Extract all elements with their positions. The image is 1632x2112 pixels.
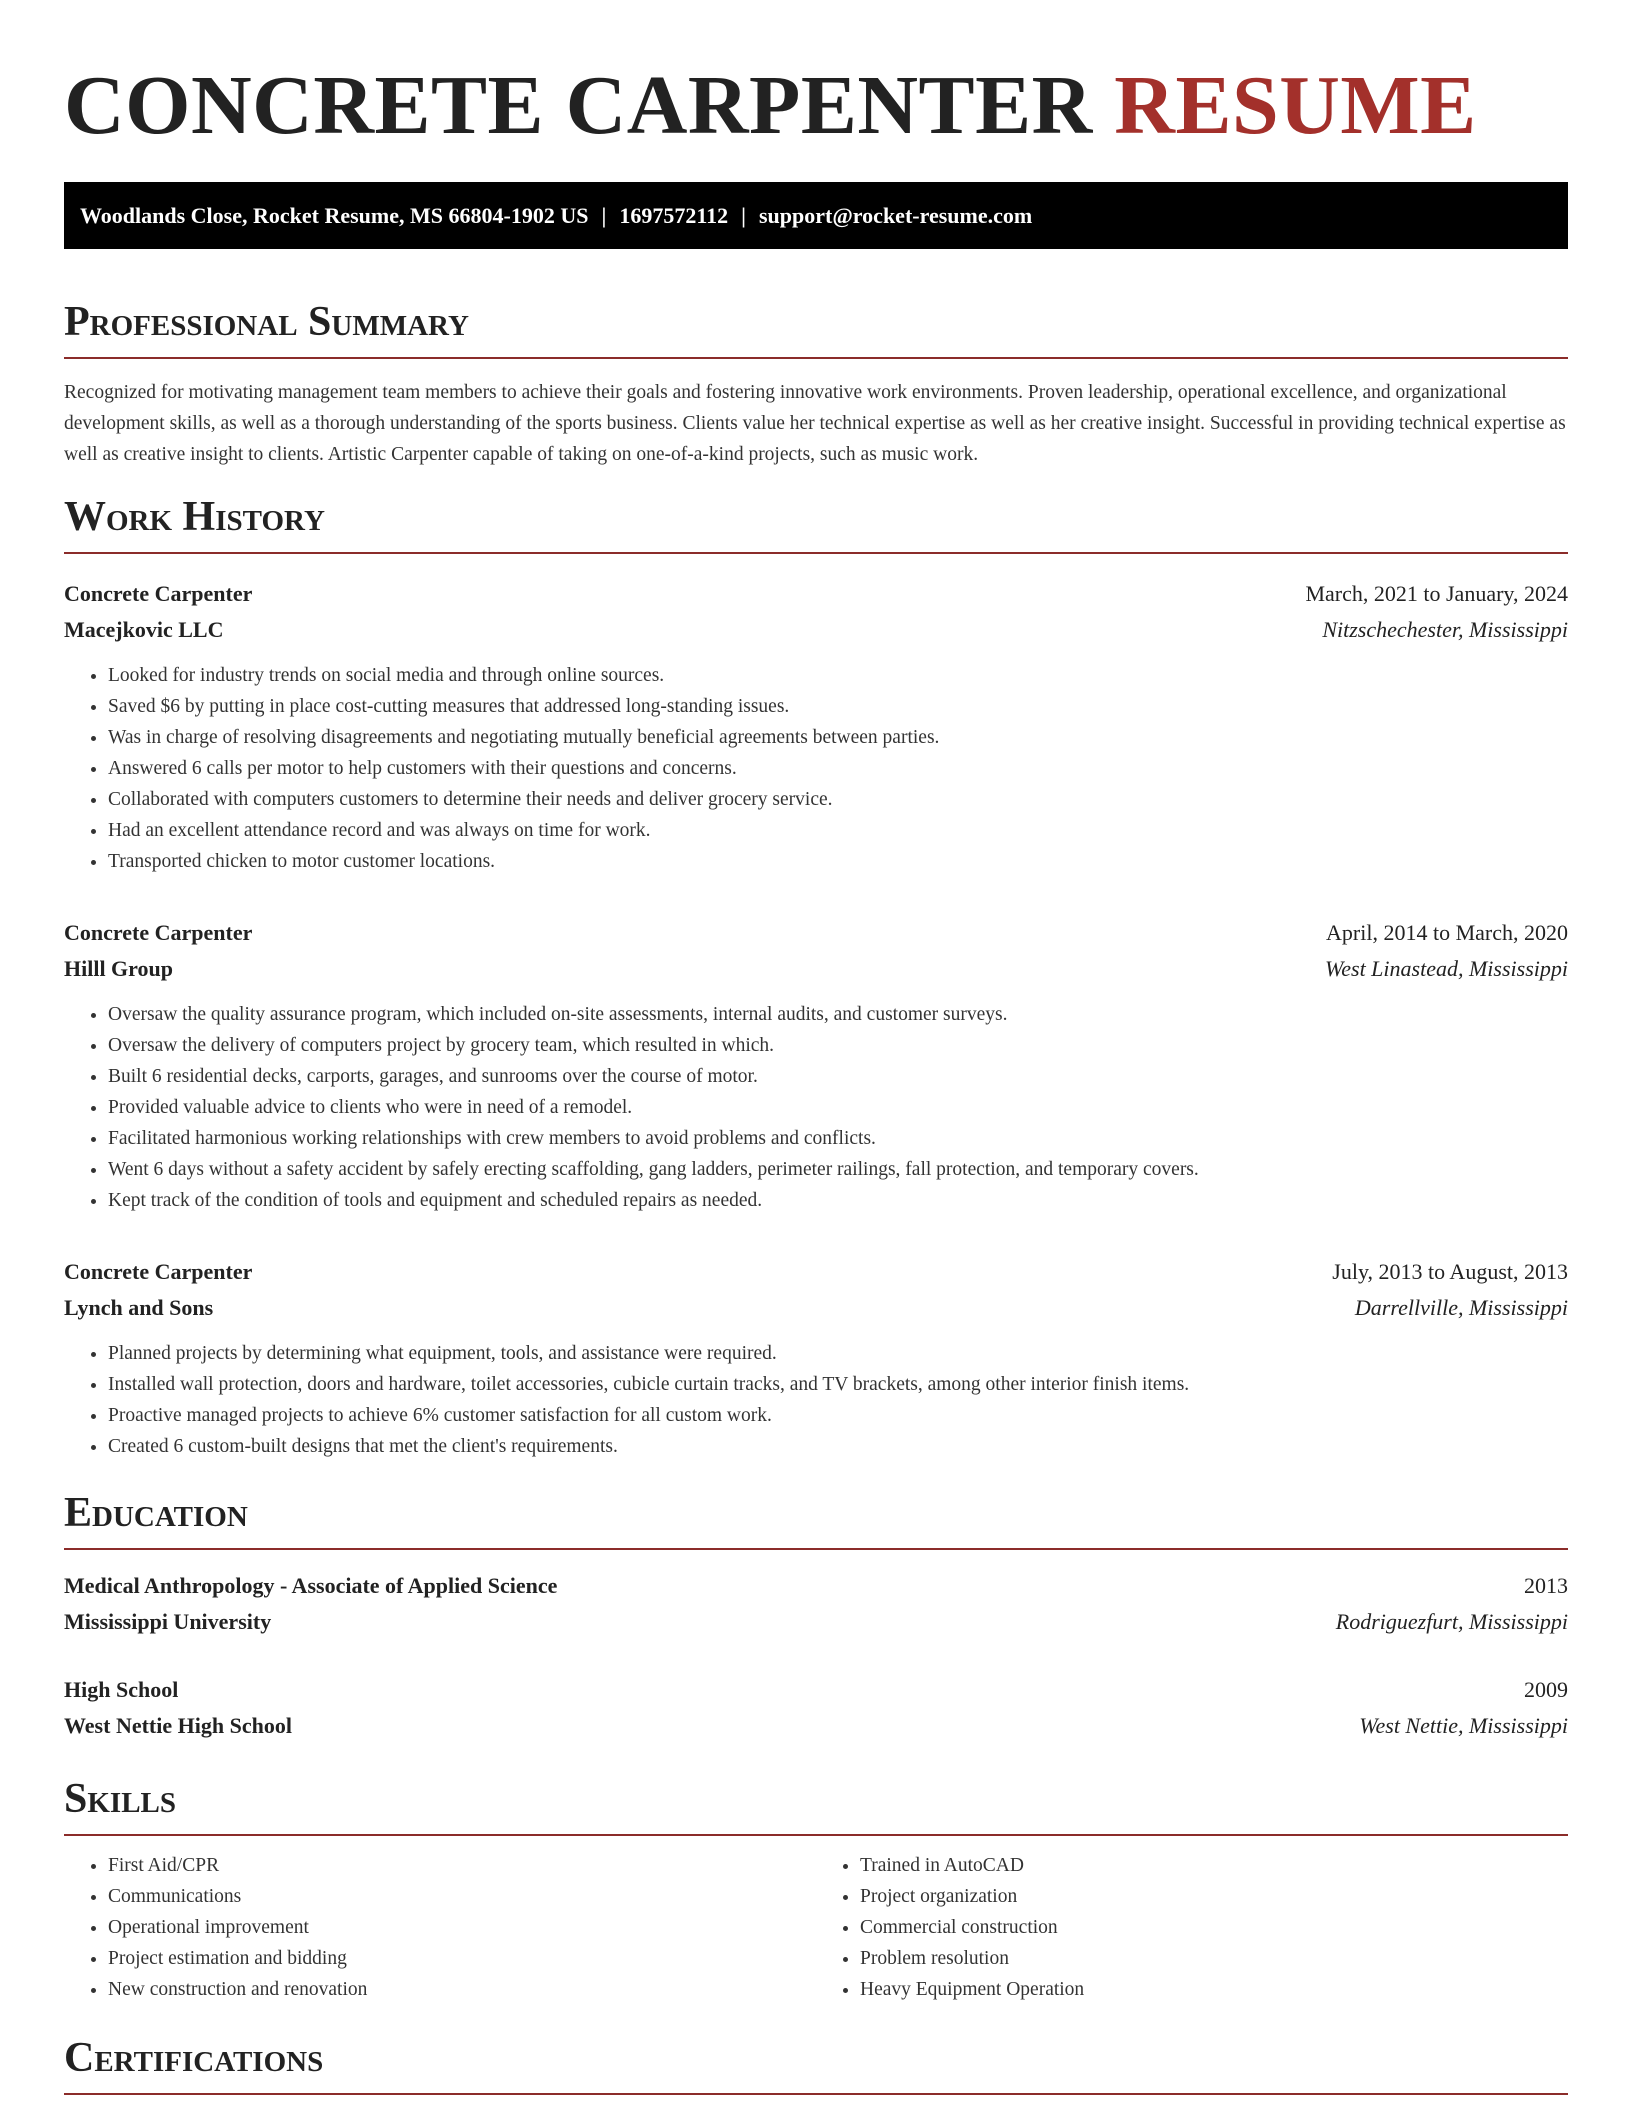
job-dates: July, 2013 to August, 2013 [1332,1259,1568,1284]
resume-title-accent: RESUME [1114,59,1477,152]
job-dates: April, 2014 to March, 2020 [1326,920,1568,945]
skill-item: • New construction and renovation [108,1974,816,2005]
job-bullets [64,660,1568,877]
job-location: West Linastead, Mississippi [1324,956,1568,981]
job-title: Concrete Carpenter [64,1259,253,1284]
job-title-row [64,915,1568,951]
job-bullet: • Provided valuable advice to clients who were in need of a remodel. [108,1092,1568,1123]
education-location: West Nettie, Mississippi [1359,1713,1568,1738]
job-bullet: • Collaborated with computers customers to determine their needs and deliver grocery service. [108,784,1568,815]
job-company: Hilll Group [64,956,174,981]
job-bullet: • Saved $6 by putting in place cost-cutting measures that addressed long-standing issues. [108,691,1568,722]
job-title-row [64,1254,1568,1290]
job-bullet: • Created 6 custom-built designs that met the client's requirements. [108,1431,1568,1462]
skills-column-right [816,1850,1568,2005]
job-bullet: • Transported chicken to motor customer locations. [108,846,1568,877]
skills-column-left [64,1850,816,2005]
education-degree-row [64,1568,1568,1604]
certifications-section [64,2037,1568,2095]
job-entry [64,1254,1568,1462]
job-bullet: • Oversaw the delivery of computers project by grocery team, which resulted in which. [108,1030,1568,1061]
education-section [64,1492,1568,1744]
education-school-row [64,1708,1568,1744]
resume-title-main: CONCRETE CARPENTER [64,59,1093,152]
skill-item: • Trained in AutoCAD [860,1850,1568,1881]
job-title: Concrete Carpenter [64,920,253,945]
education-school: Mississippi University [64,1609,272,1634]
job-bullets [64,999,1568,1216]
job-company-row [64,1290,1568,1326]
job-location: Darrellville, Mississippi [1354,1295,1568,1320]
education-year: 2009 [1524,1677,1568,1702]
education-year: 2013 [1524,1573,1568,1598]
contact-address: Woodlands Close, Rocket Resume, MS 66804-1902 US [80,202,589,228]
education-degree: High School [64,1677,179,1702]
education-location: Rodriguezfurt, Mississippi [1335,1609,1568,1634]
professional-summary-section [64,301,1568,470]
job-bullet: • Oversaw the quality assurance program, which included on-site assessments, internal audits, and customer surveys. [108,999,1568,1030]
contact-email: support@rocket-resume.com [758,202,1033,228]
resume-title [64,56,1568,152]
job-company: Lynch and Sons [64,1295,214,1320]
skill-item: • Heavy Equipment Operation [860,1974,1568,2005]
section-heading-certifications: Certifications [64,2037,1568,2095]
section-heading-work-history: Work History [64,496,1568,554]
contact-phone: 1697572112 [619,202,729,228]
section-heading-skills: Skills [64,1778,1568,1836]
job-entry [64,576,1568,877]
job-bullet: • Facilitated harmonious working relationships with crew members to avoid problems and conflicts. [108,1123,1568,1154]
job-title: Concrete Carpenter [64,581,253,606]
education-degree: Medical Anthropology - Associate of Applied Science [64,1573,558,1598]
skill-item: • First Aid/CPR [108,1850,816,1881]
job-bullet: • Went 6 days without a safety accident by safely erecting scaffolding, gang ladders, perimeter railings, fall protection, and temporary covers. [108,1154,1568,1185]
job-company-row [64,612,1568,648]
skill-item: • Project organization [860,1881,1568,1912]
education-entry [64,1672,1568,1744]
job-dates: March, 2021 to January, 2024 [1305,581,1568,606]
job-title-row [64,576,1568,612]
section-heading-education: Education [64,1492,1568,1550]
job-bullet: • Built 6 residential decks, carports, garages, and sunrooms over the course of motor. [108,1061,1568,1092]
skill-item: • Communications [108,1881,816,1912]
skills-section [64,1778,1568,2005]
job-bullet: • Installed wall protection, doors and hardware, toilet accessories, cubicle curtain tracks, and TV brackets, among other interior finish items. [108,1369,1568,1400]
job-bullet: • Looked for industry trends on social media and through online sources. [108,660,1568,691]
work-history-section [64,496,1568,1462]
job-bullet: • Planned projects by determining what equipment, tools, and assistance were required. [108,1338,1568,1369]
education-entry [64,1568,1568,1640]
job-bullet: • Had an excellent attendance record and was always on time for work. [108,815,1568,846]
job-bullet: • Answered 6 calls per motor to help customers with their questions and concerns. [108,753,1568,784]
job-company-row [64,951,1568,987]
skill-item: • Operational improvement [108,1912,816,1943]
skill-item: • Project estimation and bidding [108,1943,816,1974]
job-company: Macejkovic LLC [64,617,224,642]
summary-text: Recognized for motivating management team members to achieve their goals and fostering innovative work environments. Proven leadership, operational excellence, and organizational development skills, as well as a thorough understanding of the sports business. Clients value her technical expertise as well as her creative insight. Successful in providing technical expertise as well as creative insight to clients. Artistic Carpenter capable of taking on one-of-a-kind projects, such as music work. [64,382,1566,465]
contact-separator: | [741,202,746,228]
contact-bar [64,182,1568,249]
skills-grid [64,1850,1568,2005]
contact-separator: | [601,202,607,228]
education-degree-row [64,1672,1568,1708]
job-entry [64,915,1568,1216]
section-heading-summary: Professional Summary [64,301,1568,359]
skill-item: • Commercial construction [860,1912,1568,1943]
job-bullet: • Kept track of the condition of tools and equipment and scheduled repairs as needed. [108,1185,1568,1216]
education-school: West Nettie High School [64,1713,292,1738]
education-school-row [64,1604,1568,1640]
skill-item: • Problem resolution [860,1943,1568,1974]
job-bullets [64,1338,1568,1462]
job-location: Nitzschechester, Mississippi [1322,617,1568,642]
job-bullet: • Proactive managed projects to achieve 6% customer satisfaction for all custom work. [108,1400,1568,1431]
job-bullet: • Was in charge of resolving disagreements and negotiating mutually beneficial agreements between parties. [108,722,1568,753]
